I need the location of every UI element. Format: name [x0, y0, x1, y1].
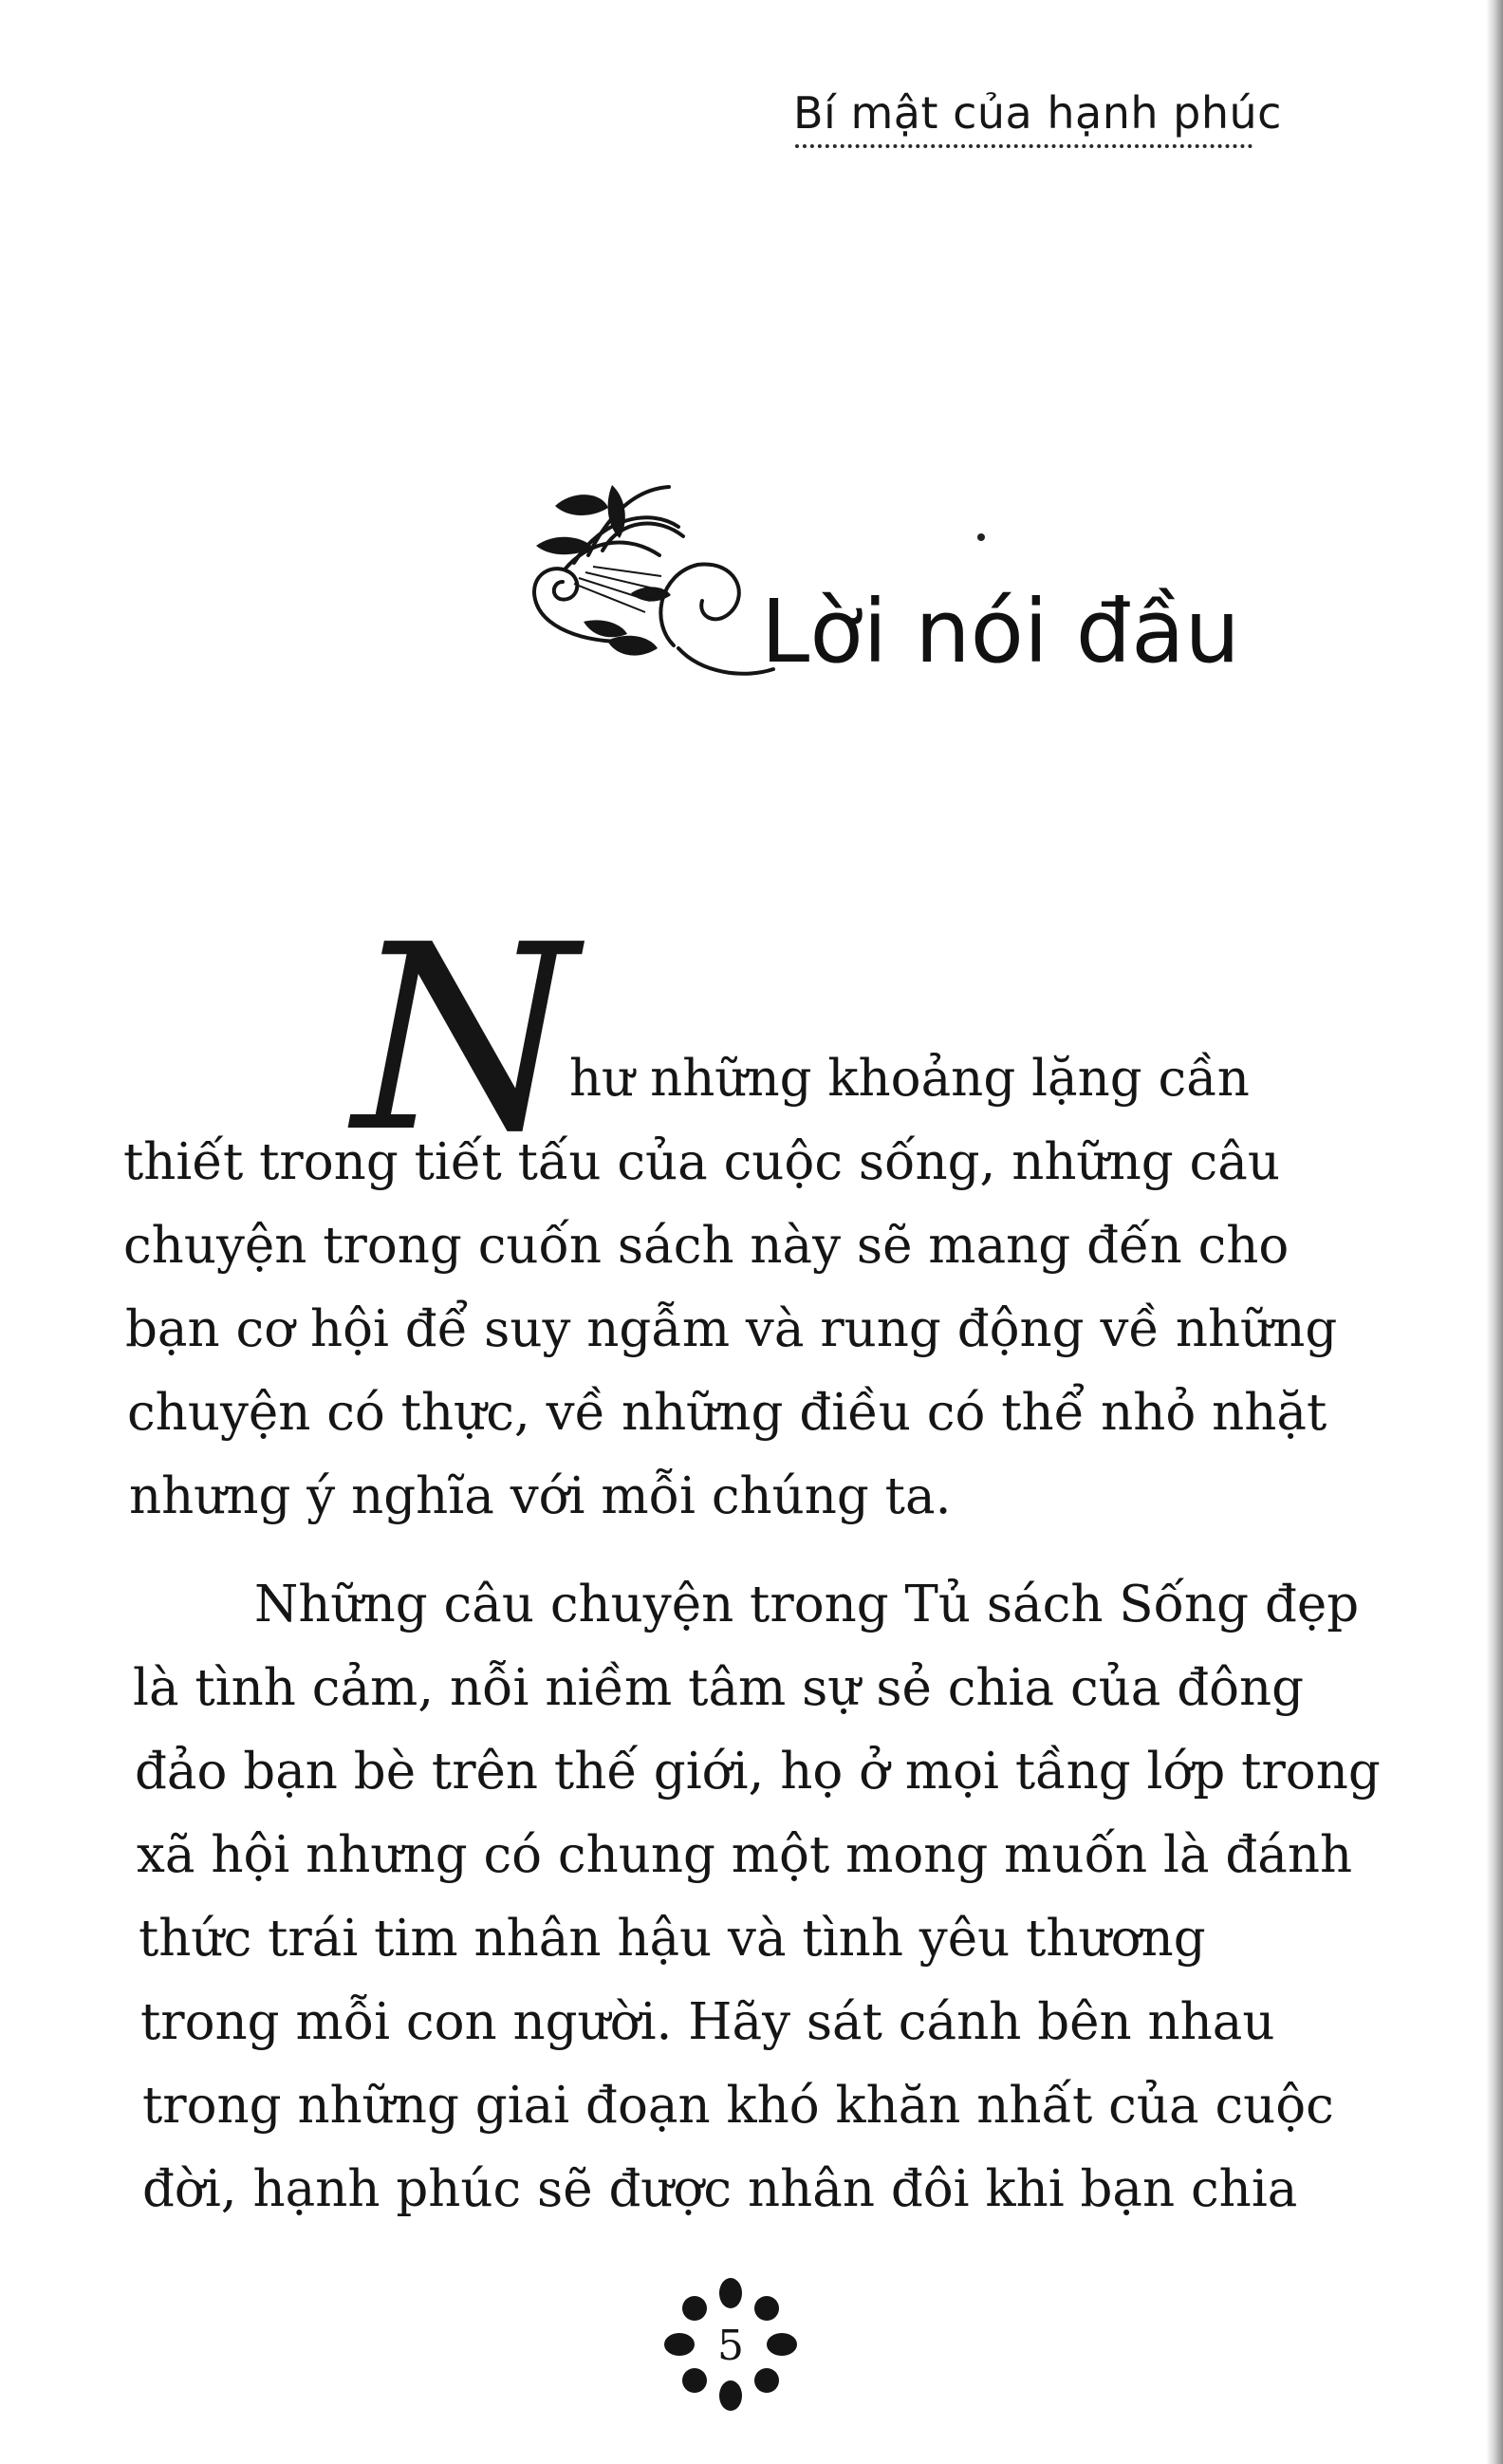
- paragraph-2-line: thức trái tim nhân hậu và tình yêu thương: [139, 1910, 1206, 1968]
- header-dotted-rule: [795, 144, 1252, 148]
- page-edge-shadow: [1486, 0, 1503, 2464]
- paragraph-1-line: hư những khoảng lặng cần: [569, 1050, 1250, 1108]
- paragraph-1-line: thiết trong tiết tấu của cuộc sống, những câu: [123, 1133, 1280, 1191]
- paragraph-1-line: chuyện trong cuốn sách này sẽ mang đến cho: [123, 1217, 1290, 1275]
- paragraph-2-line: đảo bạn bè trên thế giới, họ ở mọi tầng lớp trong: [135, 1743, 1381, 1801]
- drop-cap-letter: N: [353, 889, 578, 1188]
- chapter-title: Lời nói đầu: [761, 581, 1240, 682]
- page-number: 5: [717, 2322, 744, 2370]
- paragraph-2-line: xã hội nhưng có chung một mong muốn là đánh: [137, 1826, 1353, 1884]
- paragraph-2-line: trong những giai đoạn khó khăn nhất của cuộc: [142, 2077, 1334, 2135]
- paragraph-2-line: Những câu chuyện trong Tủ sách Sống đẹp: [254, 1576, 1360, 1633]
- floral-flourish-icon: [517, 479, 783, 698]
- running-header: Bí mật của hạnh phúc: [793, 87, 1282, 139]
- paragraph-2-line: là tình cảm, nỗi niềm tâm sự sẻ chia của đông: [133, 1659, 1305, 1717]
- paragraph-1-line: chuyện có thực, về những điều có thể nhỏ nhặt: [127, 1384, 1327, 1442]
- paragraph-2-line: trong mỗi con người. Hãy sát cánh bên nhau: [140, 1993, 1275, 2051]
- speck-mark: [977, 533, 985, 541]
- paragraph-1-line: nhưng ý nghĩa với mỗi chúng ta.: [129, 1467, 952, 1525]
- paragraph-2-line: đời, hạnh phúc sẽ được nhân đôi khi bạn chia: [142, 2160, 1298, 2218]
- paragraph-1-line: bạn cơ hội để suy ngẫm và rung động về những: [125, 1300, 1338, 1358]
